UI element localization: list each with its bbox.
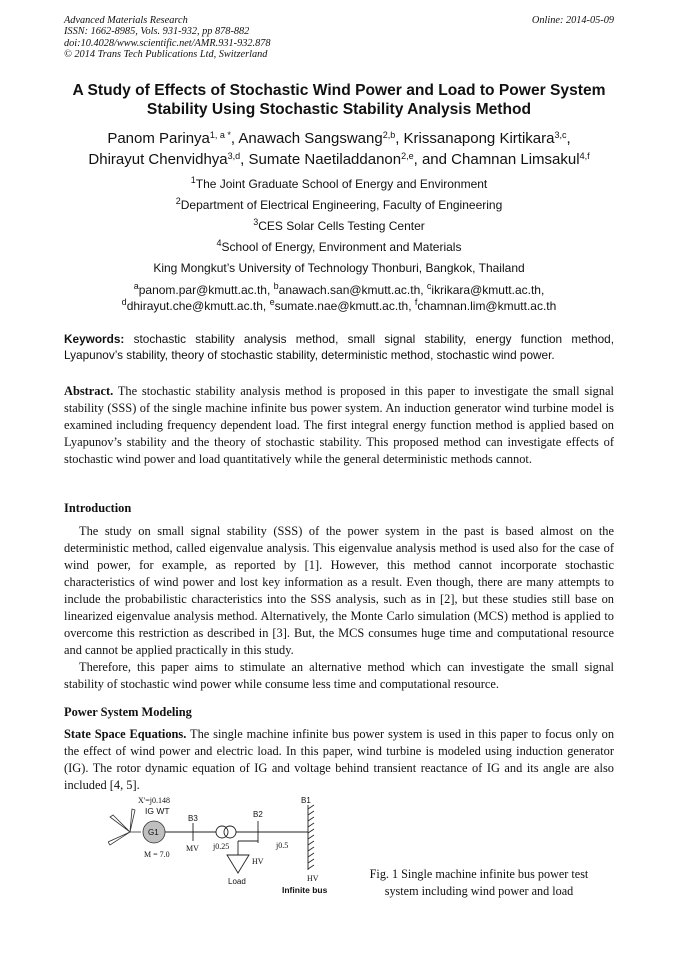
affiliation-4: $^4$School of Energy, Environment and Materials bbox=[216, 238, 462, 254]
inertia-label: M = 7.0 bbox=[144, 850, 170, 859]
author-name: Krissanapong Kirtikara bbox=[403, 130, 555, 147]
paragraph: The single machine infinite bus power system is used in this paper to focus only on the effect of wind power and electric load. In this paper, wind turbine is modeled using induction generator (IG). The rotor dynamic equation of IG and voltage behind transient reactance of IG and its angle are also included [4, 5]. bbox=[64, 727, 615, 792]
author-list: Panom Parinya$^{1, a *}$, Anawach Sangswang$^{2,b}$, Krissanapong Kirtikara$^{3,c}$, Dhirayut Chenvidhya$^{3,d}$, Sumate Naetiladdanon$^{2,e}$, and Chamnan Limsakul$^{4,f}$ bbox=[88, 130, 590, 168]
author-sup: 3,c bbox=[554, 130, 567, 140]
online-date: Online: 2014-05-09 bbox=[531, 15, 614, 26]
journal-name: Advanced Materials Research bbox=[64, 15, 188, 26]
keywords-label: Keywords: bbox=[64, 332, 125, 346]
mv-label: MV bbox=[186, 844, 199, 853]
abstract-label: Abstract. bbox=[64, 384, 114, 398]
impedance-025-label: j0.25 bbox=[213, 842, 230, 851]
affiliations bbox=[40, 174, 638, 314]
caption-line-1: Fig. 1 Single machine infinite bus power test bbox=[369, 867, 589, 881]
title-line-1: A Study of Effects of Stochastic Wind Power and Load to Power System bbox=[72, 82, 606, 99]
bus-b3-label: B3 bbox=[188, 814, 198, 823]
author-name: Anawach Sangswang bbox=[238, 130, 383, 147]
email-line-2: $^d$dhirayut.che@kmutt.ac.th, $^e$sumate.nae@kmutt.ac.th, $^f$chamnan.lim@kmutt.ac.th bbox=[121, 297, 557, 313]
email: panom.par@kmutt.ac.th, bbox=[138, 283, 271, 297]
load-label: Load bbox=[228, 877, 246, 886]
affiliation-2: $^2$Department of Electrical Engineering, Faculty of Engineering bbox=[175, 196, 503, 212]
abstract bbox=[64, 383, 614, 468]
author-name: Chamnan Limsakul bbox=[451, 151, 580, 168]
power-system-diagram bbox=[108, 795, 348, 905]
keywords-text: stochastic stability analysis method, small signal stability, energy function method, Lyapunov’s stability, theory of stochastic stability, deterministic method, stochastic wind power. bbox=[64, 332, 615, 362]
bus-b1-label: B1 bbox=[301, 796, 311, 805]
introduction-body bbox=[64, 523, 614, 693]
state-space-paragraph bbox=[64, 726, 614, 794]
author-name: Sumate Naetiladdanon bbox=[248, 151, 402, 168]
copyright: © 2014 Trans Tech Publications Ltd, Switzerland bbox=[64, 49, 268, 61]
author-sup: 2,e bbox=[401, 151, 414, 161]
bus-b2-label: B2 bbox=[253, 810, 263, 819]
caption-line-2: system including wind power and load bbox=[384, 884, 574, 898]
university: King Mongkut’s University of Technology Thonburi, Bangkok, Thailand bbox=[153, 261, 525, 275]
author-sup: 1, a * bbox=[209, 130, 231, 140]
email-line-1: $^a$panom.par@kmutt.ac.th, $^b$anawach.san@kmutt.ac.th, $^c$ikrikara@kmutt.ac.th, bbox=[133, 281, 545, 297]
affiliation-1: $^1$The Joint Graduate School of Energy and Environment bbox=[190, 175, 488, 191]
reactance-label: X'=j0.148 bbox=[138, 796, 170, 805]
infinite-bus-label: Infinite bus bbox=[282, 885, 328, 895]
author-name: Dhirayut Chenvidhya bbox=[88, 151, 228, 168]
impedance-05-label: j0.5 bbox=[276, 841, 289, 850]
affiliation-3: $^3$CES Solar Cells Testing Center bbox=[253, 217, 425, 233]
author-name: Panom Parinya bbox=[107, 130, 210, 147]
hv-label-right: HV bbox=[307, 874, 319, 883]
paragraph: Therefore, this paper aims to stimulate an alternative method which can investigate the small signal stability of stochastic wind power while consume less time and computational resource. bbox=[64, 660, 614, 691]
wind-turbine-icon bbox=[108, 809, 141, 845]
email: dhirayut.che@kmutt.ac.th, bbox=[126, 299, 267, 313]
hv-label-left: HV bbox=[252, 857, 264, 866]
issn: ISSN: 1662-8985, Vols. 931-932, pp 878-882 bbox=[64, 26, 250, 38]
email: ikrikara@kmutt.ac.th, bbox=[431, 283, 545, 297]
figure-caption bbox=[354, 866, 604, 900]
email: sumate.nae@kmutt.ac.th, bbox=[274, 299, 412, 313]
doi: doi:10.4028/www.scientific.net/AMR.931-932.878 bbox=[64, 37, 271, 49]
author-conjunction: and bbox=[421, 151, 447, 168]
email: chamnan.lim@kmutt.ac.th bbox=[417, 299, 557, 313]
single-line-connections bbox=[165, 805, 308, 873]
abstract-text: The stochastic stability analysis method is proposed in this paper to investigate the small signal stability (SSS) of the single machine infinite bus power system. An induction generator wind turbine model is examined including frequency dependent load. The first integral energy function method is applied based on Lyapunov’s stability and the theory of stochastic stability. This proposed method can investigate effects of stochastic wind power and load quantitatively while the general deterministic methods cannot. bbox=[64, 384, 614, 466]
section-heading-introduction: Introduction bbox=[64, 501, 132, 515]
paper-title bbox=[40, 81, 638, 119]
generator-label: G1 bbox=[148, 828, 159, 837]
keywords bbox=[64, 331, 614, 363]
paragraph: The study on small signal stability (SSS) of the power system in the past is based almost on the deterministic method, called eigenvalue analysis. This eigenvalue analysis method is used also for the case of wind power, for example, as reported by [1]. However, this method cannot incorporate stochastic characteristics of wind power and lost key information as a result. Even though, there are many attempts to include the probabilistic characteristics into the SSS analysis, such as in [2], but these studies still base on linearized eigenvalue analysis method. Alternatively, the Monte Carlo simulation (MCS) method is applied to overcome this restriction as described in [3]. But, the MCS consumes huge time and computational resource and cannot be applied practically in this study. bbox=[64, 524, 614, 657]
infinite-bus-hatch bbox=[308, 805, 314, 869]
subsection-label: State Space Equations. bbox=[64, 727, 187, 741]
author-sup: 4,f bbox=[579, 151, 590, 161]
author-sup: 2,b bbox=[382, 130, 396, 140]
journal-header bbox=[64, 15, 271, 61]
title-line-2: Stability Using Stochastic Stability Analysis Method bbox=[146, 101, 532, 118]
email: anawach.san@kmutt.ac.th, bbox=[278, 283, 424, 297]
section-heading-modeling: Power System Modeling bbox=[64, 705, 192, 719]
ig-wt-label: IG WT bbox=[145, 806, 170, 816]
author-sup: 3,d bbox=[227, 151, 241, 161]
